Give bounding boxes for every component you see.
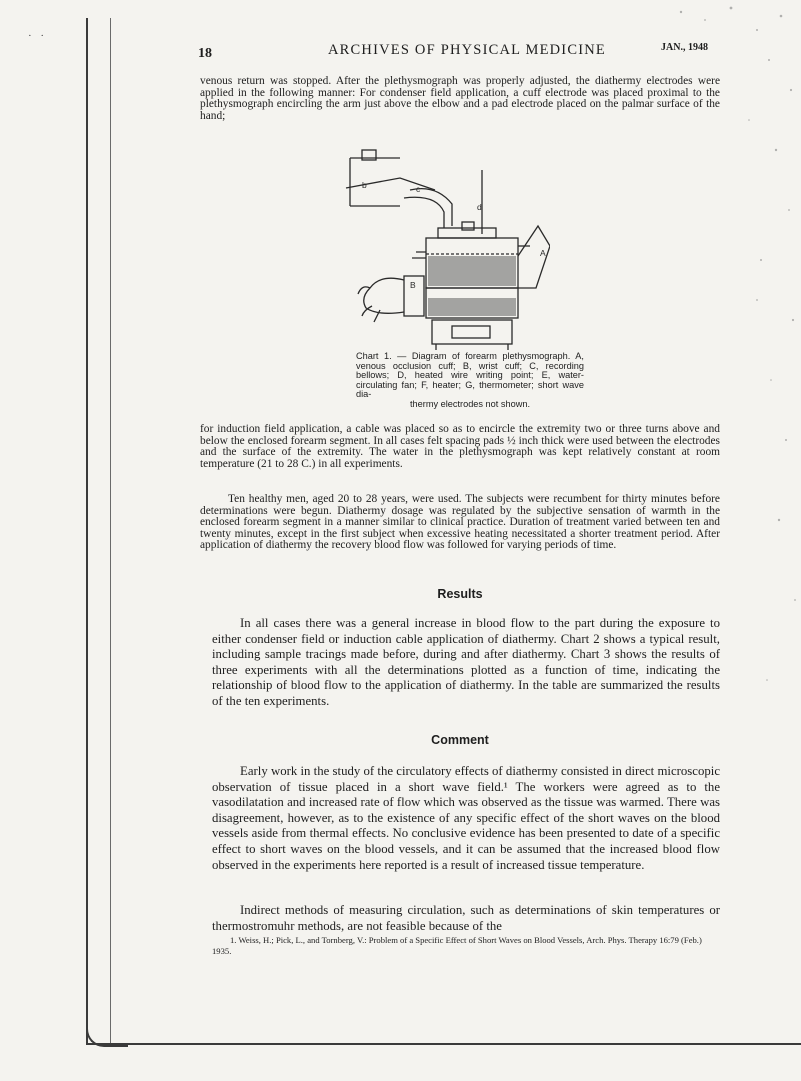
page-number: 18 [198, 46, 212, 61]
paragraph-subjects: Ten healthy men, aged 20 to 28 years, were used. The subjects were recumbent for thirty minutes before determinations were begun. Diathermy dosage was regulated by the subjective sensation of warmth in the enclosed forearm segment in a manner similar to clinical practice. Duration of treatment varied between ten and twenty minutes, except in the first subject when excessive heating necessitated a shorter treatment period. After application of diathermy the recovery blood flow was followed for varying periods of time. [200, 493, 720, 552]
plethysmograph-diagram [340, 148, 550, 353]
label-d: d [477, 202, 482, 212]
label-b2: B [410, 280, 416, 290]
paragraph-results: In all cases there was a general increase in blood flow to the part during the exposure to either condenser field or induction cable application of diathermy. Chart 2 shows a typical result, including sample tracings made before, during and after diathermy. Chart 3 shows the results of three experiments with all the determinations plotted as a function of time, indicating the relationship of blood flow to the application of diathermy. In the table are summarized the results of the ten experiments. [212, 616, 720, 708]
paragraph-indirect: Indirect methods of measuring circulation, such as determinations of skin temperatures or thermostromuhr methods, are not feasible because of the [212, 903, 720, 933]
caption-last-line: thermy electrodes not shown. [409, 398, 530, 409]
label-c: c [416, 184, 421, 194]
margin-marks: · · [28, 30, 48, 42]
paragraph-induction: for induction field application, a cable was placed so as to encircle the extremity two or three turns above and below the enclosed forearm segment. In all cases felt spacing pads ½ inch thick were used between the electrodes and the surface of the extremity. The water in the plethysmograph was kept relatively constant at room temperature (21 to 28 C.) in all experiments. [200, 423, 720, 470]
page-edge-inner [110, 18, 111, 1043]
figure-caption [356, 352, 584, 410]
label-b: b [362, 180, 367, 190]
heading-results: Results [437, 587, 483, 601]
running-header [198, 40, 708, 62]
footnote: 1. Weiss, H.; Pick, L., and Tornberg, V.: Problem of a Specific Effect of Short Waves on Blood Vessels, Arch. Phys. Therapy 16:79 (Feb.) 1935. [212, 935, 702, 956]
paragraph-methods-intro: venous return was stopped. After the plethysmograph was properly adjusted, the diathermy electrodes were applied in the following manner: For condenser field application, a cuff electrode was placed proximal to the plethysmograph encircling the arm just above the elbow and a pad electrode placed on the palmar surface of the hand; [200, 75, 720, 122]
page-edge [86, 18, 88, 1043]
running-date: JAN., 1948 [661, 42, 708, 53]
caption-main: Chart 1. — Diagram of forearm plethysmograph. A, venous occlusion cuff; B, wrist cuff; C, recording bellows; D, heated wire writing point; E, water-circulating fan; F, heater; G, thermometer; short wave dia- [356, 351, 584, 400]
heading-comment: Comment [431, 733, 489, 747]
label-a: A [540, 248, 546, 258]
running-title: ARCHIVES OF PHYSICAL MEDICINE [328, 42, 606, 58]
paragraph-comment: Early work in the study of the circulatory effects of diathermy consisted in direct microscopic observation of tissue placed in a short wave field.¹ The workers were agreed as to the vasodilatation and increased rate of flow which was observed as the tissue was warmed. There was disagreement, however, as to the existence of any specific effect of the short waves on the blood vessels aside from thermal effects. No conclusive evidence has been presented to date of a specific effect to short waves on the blood vessels, and it can be assumed that the increased blood flow observed in the experiments here reported is a result of increased tissue temperature. [212, 764, 720, 872]
